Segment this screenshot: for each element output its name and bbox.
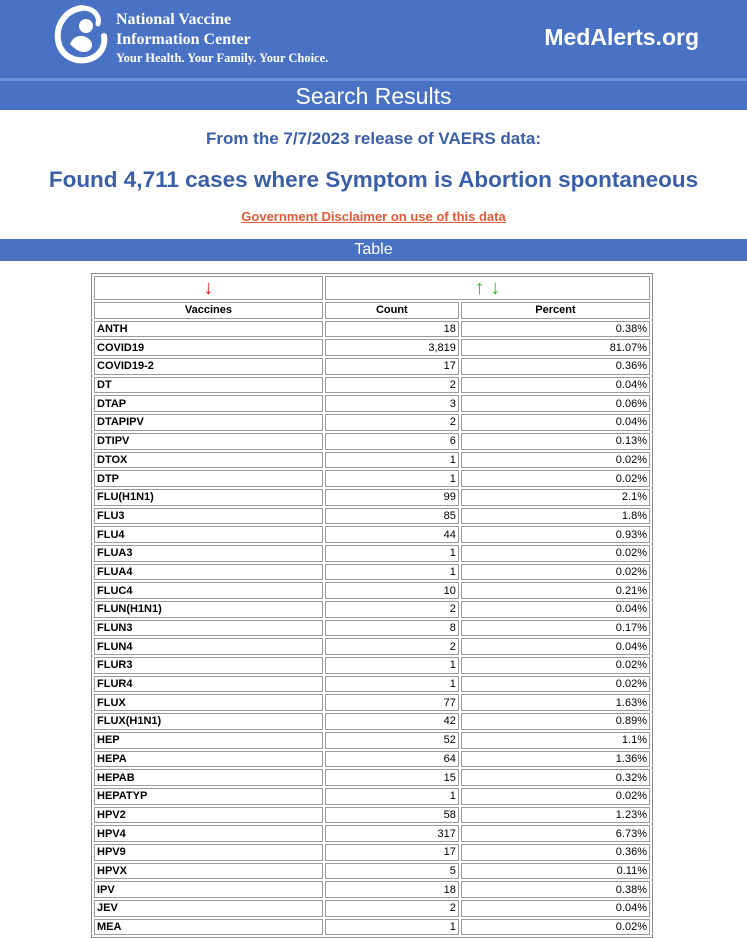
percent-cell: 0.04%: [461, 601, 650, 618]
count-cell: 3: [325, 395, 459, 412]
vaccine-name-cell: COVID19-2: [94, 358, 323, 375]
table-row: [94, 732, 650, 749]
count-cell: 2: [325, 638, 459, 655]
vaccine-name-cell: DTAPIPV: [94, 414, 323, 431]
count-cell: 85: [325, 508, 459, 525]
percent-cell: 0.38%: [461, 881, 650, 898]
count-cell: 44: [325, 526, 459, 543]
percent-cell: 0.02%: [461, 545, 650, 562]
vaccine-name-cell: FLUC4: [94, 582, 323, 599]
vaccine-name-cell: FLUR3: [94, 657, 323, 674]
table-row: [94, 564, 650, 581]
table-row: [94, 751, 650, 768]
results-table: [91, 273, 653, 938]
table-section-bar: Table: [0, 239, 747, 261]
count-cell: 1: [325, 452, 459, 469]
sort-row: [94, 276, 650, 300]
table-row: [94, 395, 650, 412]
vaccine-name-cell: FLUN(H1N1): [94, 601, 323, 618]
table-row: [94, 620, 650, 637]
vaccine-name-cell: HPV4: [94, 825, 323, 842]
table-row: [94, 508, 650, 525]
table-row: [94, 433, 650, 450]
vaccine-name-cell: HEPA: [94, 751, 323, 768]
percent-cell: 0.17%: [461, 620, 650, 637]
percent-cell: 1.63%: [461, 694, 650, 711]
percent-cell: 81.07%: [461, 339, 650, 356]
count-cell: 8: [325, 620, 459, 637]
count-cell: 99: [325, 489, 459, 506]
vaccine-name-cell: DTAP: [94, 395, 323, 412]
vaccine-name-cell: DTOX: [94, 452, 323, 469]
count-cell: 1: [325, 788, 459, 805]
percent-cell: 0.13%: [461, 433, 650, 450]
vaccine-name-cell: FLUX: [94, 694, 323, 711]
table-row: [94, 470, 650, 487]
count-cell: 18: [325, 321, 459, 338]
vaccine-name-cell: JEV: [94, 900, 323, 917]
vaccine-name-cell: HEP: [94, 732, 323, 749]
count-cell: 1: [325, 545, 459, 562]
percent-cell: 0.02%: [461, 919, 650, 936]
count-cell: 17: [325, 844, 459, 861]
percent-cell: 0.02%: [461, 564, 650, 581]
vaccine-name-cell: HPV9: [94, 844, 323, 861]
percent-cell: 0.04%: [461, 377, 650, 394]
count-cell: 2: [325, 601, 459, 618]
vaccine-name-cell: FLUA3: [94, 545, 323, 562]
vaccine-name-cell: FLUA4: [94, 564, 323, 581]
percent-cell: 0.02%: [461, 676, 650, 693]
percent-cell: 0.02%: [461, 788, 650, 805]
org-name-line1: National Vaccine: [116, 11, 232, 28]
vaccine-name-cell: ANTH: [94, 321, 323, 338]
percent-cell: 2.1%: [461, 489, 650, 506]
table-row: [94, 769, 650, 786]
table-row: [94, 788, 650, 805]
percent-cell: 0.38%: [461, 321, 650, 338]
percent-cell: 0.89%: [461, 713, 650, 730]
site-header: [0, 0, 747, 78]
table-header-row: [94, 302, 650, 319]
vaccines-sort-cell: [94, 276, 323, 300]
table-row: [94, 881, 650, 898]
table-row: [94, 414, 650, 431]
percent-cell: 6.73%: [461, 825, 650, 842]
table-row: [94, 358, 650, 375]
vaccine-name-cell: FLU4: [94, 526, 323, 543]
table-body: [94, 321, 650, 936]
vaccine-name-cell: DTIPV: [94, 433, 323, 450]
table-row: [94, 807, 650, 824]
percent-cell: 0.21%: [461, 582, 650, 599]
percent-cell: 0.02%: [461, 470, 650, 487]
table-row: [94, 863, 650, 880]
count-sort-cell: [325, 276, 650, 300]
percent-cell: 0.93%: [461, 526, 650, 543]
percent-cell: 0.36%: [461, 844, 650, 861]
vaccine-name-cell: HEPATYP: [94, 788, 323, 805]
release-info: From the 7/7/2023 release of VAERS data:: [205, 129, 542, 148]
org-tagline: Your Health. Your Family. Your Choice.: [116, 51, 329, 65]
results-summary: Found 4,711 cases where Symptom is Abortion spontaneous: [48, 167, 699, 192]
percent-cell: 0.04%: [461, 414, 650, 431]
vaccine-name-cell: FLU3: [94, 508, 323, 525]
table-row: [94, 676, 650, 693]
table-row: [94, 452, 650, 469]
count-cell: 2: [325, 900, 459, 917]
count-cell: 2: [325, 377, 459, 394]
vaccine-name-cell: COVID19: [94, 339, 323, 356]
site-name-link[interactable]: MedAlerts.org: [544, 24, 699, 50]
sort-up-arrow-icon[interactable]: ↑: [474, 277, 485, 299]
vaccine-name-cell: HPV2: [94, 807, 323, 824]
column-header-percent: Percent: [461, 302, 650, 319]
percent-cell: 0.02%: [461, 657, 650, 674]
count-cell: 15: [325, 769, 459, 786]
table-row: [94, 526, 650, 543]
org-name-line2: Information Center: [116, 31, 251, 48]
percent-cell: 0.11%: [461, 863, 650, 880]
count-cell: 64: [325, 751, 459, 768]
percent-cell: 1.1%: [461, 732, 650, 749]
count-cell: 18: [325, 881, 459, 898]
percent-cell: 0.36%: [461, 358, 650, 375]
percent-cell: 1.8%: [461, 508, 650, 525]
table-row: [94, 489, 650, 506]
table-row: [94, 713, 650, 730]
sort-down-arrow-icon[interactable]: ↓: [203, 277, 214, 299]
vaccine-name-cell: FLUR4: [94, 676, 323, 693]
vaccine-name-cell: FLUN3: [94, 620, 323, 637]
table-row: [94, 339, 650, 356]
vaccine-name-cell: FLU(H1N1): [94, 489, 323, 506]
count-cell: 1: [325, 657, 459, 674]
count-cell: 3,819: [325, 339, 459, 356]
count-cell: 1: [325, 470, 459, 487]
table-row: [94, 377, 650, 394]
table-row: [94, 321, 650, 338]
percent-cell: 0.02%: [461, 452, 650, 469]
count-cell: 2: [325, 414, 459, 431]
percent-cell: 1.36%: [461, 751, 650, 768]
table-row: [94, 919, 650, 936]
count-cell: 1: [325, 676, 459, 693]
count-cell: 1: [325, 919, 459, 936]
table-row: [94, 545, 650, 562]
vaccine-name-cell: FLUX(H1N1): [94, 713, 323, 730]
count-cell: 58: [325, 807, 459, 824]
sort-down-arrow-icon[interactable]: ↓: [490, 277, 501, 299]
vaccine-name-cell: IPV: [94, 881, 323, 898]
vaccine-name-cell: MEA: [94, 919, 323, 936]
vaccine-name-cell: DTP: [94, 470, 323, 487]
table-row: [94, 825, 650, 842]
table-row: [94, 694, 650, 711]
org-name[interactable]: [116, 10, 328, 66]
count-cell: 5: [325, 863, 459, 880]
count-cell: 10: [325, 582, 459, 599]
count-cell: 317: [325, 825, 459, 842]
table-row: [94, 582, 650, 599]
percent-cell: 1.23%: [461, 807, 650, 824]
column-header-vaccines: Vaccines: [94, 302, 323, 319]
table-row: [94, 601, 650, 618]
count-cell: 77: [325, 694, 459, 711]
percent-cell: 0.04%: [461, 900, 650, 917]
table-row: [94, 900, 650, 917]
nvic-logo-icon[interactable]: [52, 4, 108, 64]
page-title: Search Results: [0, 78, 747, 110]
table-row: [94, 657, 650, 674]
count-cell: 17: [325, 358, 459, 375]
table-row: [94, 844, 650, 861]
percent-cell: 0.06%: [461, 395, 650, 412]
percent-cell: 0.04%: [461, 638, 650, 655]
table-row: [94, 638, 650, 655]
vaccine-name-cell: DT: [94, 377, 323, 394]
vaccine-name-cell: FLUN4: [94, 638, 323, 655]
count-cell: 52: [325, 732, 459, 749]
count-cell: 42: [325, 713, 459, 730]
count-cell: 1: [325, 564, 459, 581]
column-header-count: Count: [325, 302, 459, 319]
count-cell: 6: [325, 433, 459, 450]
vaccine-name-cell: HPVX: [94, 863, 323, 880]
percent-cell: 0.32%: [461, 769, 650, 786]
disclaimer-link[interactable]: Government Disclaimer on use of this data: [241, 209, 506, 224]
vaccine-name-cell: HEPAB: [94, 769, 323, 786]
